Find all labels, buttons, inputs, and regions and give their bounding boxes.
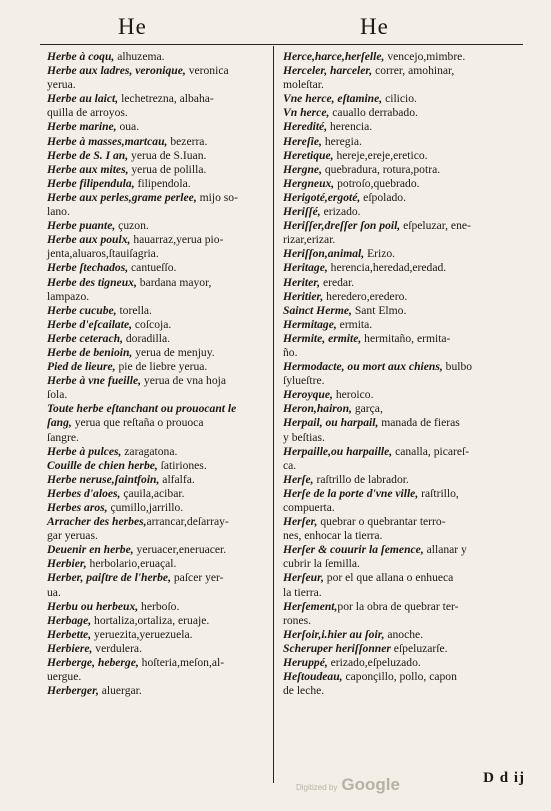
headword: Herceler, harceler, bbox=[283, 64, 373, 78]
headword: Herbette, bbox=[47, 627, 92, 641]
dictionary-line bbox=[283, 656, 533, 670]
definition: Erizo. bbox=[364, 247, 396, 261]
column-divider bbox=[273, 46, 274, 783]
headword: Herſeur, bbox=[283, 571, 324, 585]
dictionary-line bbox=[47, 233, 269, 247]
headword: Hermitage, bbox=[283, 317, 337, 331]
headword: Herbes aros, bbox=[47, 501, 108, 514]
headword: Herbe aux mites, bbox=[47, 162, 129, 176]
dictionary-line bbox=[47, 290, 269, 304]
dictionary-line bbox=[283, 543, 533, 557]
definition: bezerra. bbox=[167, 134, 208, 148]
definition: aluergar. bbox=[98, 684, 142, 698]
headword: Heriſſon,animal, bbox=[283, 247, 365, 261]
dictionary-line bbox=[283, 487, 533, 501]
headword: Vne herce, eſtamine, bbox=[283, 92, 383, 106]
headword: Couille de chien herbe, bbox=[47, 458, 158, 472]
definition: verdulera. bbox=[92, 641, 142, 655]
headword: Herber, paiſtre de l'herbe, bbox=[47, 571, 171, 585]
definition: canalla, picareſ- bbox=[392, 444, 470, 458]
definition: mijo so- bbox=[196, 190, 238, 204]
dictionary-line bbox=[47, 276, 269, 290]
headword: Herpail, ou harpail, bbox=[283, 416, 379, 430]
definition: heregia. bbox=[321, 134, 362, 148]
headword: Herberge, heberge, bbox=[47, 656, 139, 670]
right-column bbox=[283, 50, 533, 698]
dictionary-line bbox=[47, 402, 269, 416]
headword: Sainct Herme, bbox=[283, 303, 352, 317]
dictionary-line bbox=[283, 614, 533, 628]
definition: quebradura, rotura,potra. bbox=[321, 162, 441, 176]
definition: paſcer yer- bbox=[170, 571, 224, 585]
dictionary-line bbox=[283, 276, 533, 290]
definition: Sant Elmo. bbox=[351, 303, 407, 317]
definition: moleſtar. bbox=[283, 78, 324, 92]
definition: eſpolado. bbox=[360, 190, 406, 204]
dictionary-line bbox=[283, 445, 533, 459]
dictionary-line bbox=[283, 360, 533, 374]
headword: Heritier, bbox=[283, 289, 324, 303]
dictionary-line bbox=[47, 304, 269, 318]
dictionary-line bbox=[283, 50, 533, 64]
dictionary-line bbox=[283, 515, 533, 529]
dictionary-line bbox=[47, 684, 269, 698]
definition: arrancar,deſarray- bbox=[146, 515, 229, 529]
definition: uergue. bbox=[47, 670, 82, 684]
headword: Herbu ou herbeux, bbox=[47, 599, 139, 613]
definition: torella. bbox=[116, 303, 152, 317]
dictionary-line bbox=[47, 191, 269, 205]
definition: erizado. bbox=[320, 205, 361, 219]
dictionary-line bbox=[47, 50, 269, 64]
dictionary-line bbox=[283, 402, 533, 416]
definition: manada de fieras bbox=[378, 416, 460, 430]
running-head-left: He bbox=[118, 14, 147, 39]
definition: alhuzema. bbox=[114, 50, 165, 63]
headword: Herigoté,ergoté, bbox=[283, 190, 361, 204]
definition: vencejo,mimbre. bbox=[384, 50, 466, 63]
definition: heroico. bbox=[332, 388, 374, 402]
headword: Herbe marine, bbox=[47, 120, 117, 134]
dictionary-line bbox=[283, 431, 533, 445]
dictionary-line bbox=[283, 332, 533, 346]
definition: raſtrillo de labrador. bbox=[313, 472, 409, 486]
dictionary-line bbox=[47, 318, 269, 332]
headword: Herbe au laict, bbox=[47, 92, 119, 106]
definition: oua. bbox=[116, 120, 140, 134]
headword: Herſoir,i.hier au ſoir, bbox=[283, 627, 385, 641]
headword: Herbe ſtechados, bbox=[47, 261, 129, 275]
definition: anoche. bbox=[384, 627, 424, 641]
dictionary-line bbox=[47, 205, 269, 219]
dictionary-line bbox=[283, 318, 533, 332]
headword: Herbe ceterach, bbox=[47, 331, 123, 345]
definition: eredar. bbox=[320, 275, 355, 289]
headword: Toute herbe eſtanchant ou prouocant le bbox=[47, 402, 237, 416]
dictionary-line bbox=[47, 614, 269, 628]
headword: Hergne, bbox=[283, 162, 322, 176]
definition: allanar y bbox=[423, 543, 467, 557]
definition: gar yeruas. bbox=[47, 529, 98, 543]
definition: hermitaño, ermita- bbox=[361, 331, 451, 345]
definition: rones. bbox=[283, 613, 312, 627]
definition: ſola. bbox=[47, 388, 68, 402]
definition: garça, bbox=[351, 402, 383, 416]
definition: eſpeluzarſe. bbox=[390, 641, 448, 655]
headword: Herbe à pulces, bbox=[47, 444, 122, 458]
definition: yerua de menjuy. bbox=[132, 345, 215, 359]
definition: herboſo. bbox=[138, 599, 180, 613]
dictionary-line bbox=[47, 459, 269, 473]
dictionary-line bbox=[283, 670, 533, 684]
dictionary-line bbox=[283, 529, 533, 543]
headword: Herbe aux ladres, veronique, bbox=[47, 64, 186, 78]
dictionary-line bbox=[283, 64, 533, 78]
dictionary-line bbox=[47, 416, 269, 430]
headword: Herbe aux perles,grame perlee, bbox=[47, 190, 197, 204]
headword: Hergneux, bbox=[283, 176, 335, 190]
headword: ſang, bbox=[47, 416, 72, 430]
dictionary-line bbox=[283, 261, 533, 275]
definition: cauallo derrabado. bbox=[329, 106, 418, 120]
definition: potroſo,quebrado. bbox=[334, 176, 420, 190]
definition: hauarraz,yerua pio- bbox=[130, 233, 224, 247]
dictionary-line bbox=[283, 459, 533, 473]
dictionary-line bbox=[283, 642, 533, 656]
signature-mark: D d ij bbox=[483, 770, 525, 786]
definition: quebrar o quebrantar terro- bbox=[317, 515, 446, 529]
dictionary-line bbox=[47, 543, 269, 557]
dictionary-line bbox=[47, 388, 269, 402]
dictionary-line bbox=[283, 233, 533, 247]
dictionary-line bbox=[283, 388, 533, 402]
definition: quilla de arroyos. bbox=[47, 106, 128, 120]
definition: herbolario,eruaçal. bbox=[86, 557, 177, 571]
dictionary-line bbox=[47, 600, 269, 614]
headword: Herpaille,ou harpaille, bbox=[283, 444, 393, 458]
definition: ermita. bbox=[336, 317, 373, 331]
headword: Heriter, bbox=[283, 275, 321, 289]
dictionary-line bbox=[47, 374, 269, 388]
dictionary-line bbox=[47, 431, 269, 445]
definition: yerua de polilla. bbox=[128, 162, 207, 176]
dictionary-line bbox=[47, 670, 269, 684]
definition: ua. bbox=[47, 585, 61, 599]
definition: yerua. bbox=[47, 78, 76, 92]
dictionary-line bbox=[47, 135, 269, 149]
definition: alfalfa. bbox=[159, 472, 195, 486]
dictionary-line bbox=[283, 149, 533, 163]
digitized-watermark bbox=[296, 775, 400, 795]
headword: Herbe cucube, bbox=[47, 303, 117, 317]
dictionary-line bbox=[283, 628, 533, 642]
dictionary-line bbox=[47, 163, 269, 177]
headword: Herbage, bbox=[47, 613, 92, 627]
definition: ño. bbox=[283, 345, 298, 359]
definition: la tierra. bbox=[283, 585, 322, 599]
definition: doradilla. bbox=[122, 331, 170, 345]
definition: ſangre. bbox=[47, 430, 79, 444]
dictionary-line bbox=[47, 360, 269, 374]
dictionary-line bbox=[47, 487, 269, 501]
headword: Herſer & couurir la ſemence, bbox=[283, 543, 424, 557]
headword: Herbes d'aloes, bbox=[47, 486, 121, 500]
definition: yerua de vna hoja bbox=[141, 374, 226, 388]
headword: Herbe à coqu, bbox=[47, 50, 115, 63]
definition: pie de liebre yerua. bbox=[115, 360, 208, 374]
headword: Heruppé, bbox=[283, 656, 328, 670]
headword: Herbe à masses,martcau, bbox=[47, 134, 168, 148]
definition: rizar,erizar. bbox=[283, 233, 336, 247]
definition: ſylueſtre. bbox=[283, 374, 325, 388]
definition: compuerta. bbox=[283, 501, 335, 514]
headword: Herſe, bbox=[283, 472, 314, 486]
dictionary-line bbox=[283, 92, 533, 106]
definition: por la obra de quebrar ter- bbox=[337, 599, 459, 613]
dictionary-line bbox=[47, 515, 269, 529]
headword: Vn herce, bbox=[283, 106, 330, 120]
definition: coſcoja. bbox=[132, 317, 172, 331]
definition: por el que allana o enhueca bbox=[323, 571, 454, 585]
left-column bbox=[47, 50, 269, 698]
headword: Herſe de la porte d'vne ville, bbox=[283, 486, 419, 500]
definition: nes, enhocar la tierra. bbox=[283, 529, 383, 543]
dictionary-line bbox=[47, 219, 269, 233]
headword: Herbe d'eſcailate, bbox=[47, 317, 132, 331]
headword: Herbe à vne fueille, bbox=[47, 374, 142, 388]
definition: zaragatona. bbox=[121, 444, 178, 458]
headword: Herce,harce,herſelle, bbox=[283, 50, 385, 63]
definition: de leche. bbox=[283, 684, 325, 698]
headword: Arracher des herbes, bbox=[47, 515, 147, 529]
definition: yerua de S.Iuan. bbox=[128, 148, 207, 162]
dictionary-line bbox=[47, 261, 269, 275]
definition: çauila,acibar. bbox=[120, 486, 185, 500]
dictionary-line bbox=[47, 628, 269, 642]
dictionary-line bbox=[283, 684, 533, 698]
dictionary-line bbox=[47, 247, 269, 261]
watermark-logo-text: Google bbox=[341, 775, 400, 794]
headword: Herbe puante, bbox=[47, 219, 116, 233]
definition: lampazo. bbox=[47, 289, 90, 303]
definition: cubrir la ſemilla. bbox=[283, 557, 360, 571]
dictionary-line bbox=[283, 135, 533, 149]
dictionary-line bbox=[47, 557, 269, 571]
headword: Herbiere, bbox=[47, 641, 93, 655]
definition: çumillo,jarrillo. bbox=[107, 501, 184, 514]
header-rule bbox=[40, 44, 523, 45]
headword: Herſer, bbox=[283, 515, 318, 529]
headword: Heriſſer,dreſſer ſon poil, bbox=[283, 219, 401, 233]
headword: Heredité, bbox=[283, 120, 328, 134]
dictionary-line bbox=[283, 78, 533, 92]
headword: Herſement, bbox=[283, 599, 338, 613]
dictionary-line bbox=[47, 120, 269, 134]
dictionary-line bbox=[47, 642, 269, 656]
dictionary-line bbox=[283, 557, 533, 571]
headword: Herbe de S. I an, bbox=[47, 148, 129, 162]
definition: ca. bbox=[283, 458, 297, 472]
dictionary-line bbox=[47, 656, 269, 670]
definition: jenta,aluaros,ſtauiſagria. bbox=[47, 247, 159, 261]
dictionary-line bbox=[283, 600, 533, 614]
definition: yeruacer,eneruacer. bbox=[133, 543, 227, 557]
dictionary-line bbox=[283, 120, 533, 134]
dictionary-line bbox=[47, 149, 269, 163]
headword: Herbe aux poulx, bbox=[47, 233, 131, 247]
definition: veronica bbox=[185, 64, 229, 78]
dictionary-line bbox=[47, 346, 269, 360]
dictionary-line bbox=[47, 177, 269, 191]
definition: correr, amohinar, bbox=[372, 64, 455, 78]
definition: yerua que reſtaña o prouoca bbox=[71, 416, 204, 430]
definition: bulbo bbox=[442, 360, 473, 374]
dictionary-line bbox=[283, 247, 533, 261]
dictionary-line bbox=[283, 177, 533, 191]
dictionary-line bbox=[283, 416, 533, 430]
definition: erizado,eſpeluzado. bbox=[327, 656, 421, 670]
dictionary-line bbox=[47, 92, 269, 106]
headword: Heretique, bbox=[283, 148, 334, 162]
definition: y beſtias. bbox=[283, 430, 325, 444]
headword: Herbe des tigneux, bbox=[47, 275, 137, 289]
headword: Herberger, bbox=[47, 684, 99, 698]
headword: Hermite, ermite, bbox=[283, 331, 362, 345]
dictionary-line bbox=[47, 445, 269, 459]
definition: herencia. bbox=[327, 120, 373, 134]
dictionary-line bbox=[283, 163, 533, 177]
dictionary-line bbox=[283, 473, 533, 487]
definition: cilicio. bbox=[382, 92, 417, 106]
dictionary-line bbox=[283, 205, 533, 219]
headword: Pied de lieure, bbox=[47, 360, 116, 374]
dictionary-line bbox=[283, 374, 533, 388]
headword: Herbe neruse,ſaintfoin, bbox=[47, 472, 160, 486]
definition: hoſteria,meſon,al- bbox=[138, 656, 225, 670]
dictionary-line bbox=[283, 586, 533, 600]
headword: Heſtoudeau, bbox=[283, 670, 343, 684]
dictionary-line bbox=[47, 78, 269, 92]
definition: lano. bbox=[47, 205, 70, 219]
headword: Deuenir en herbe, bbox=[47, 543, 134, 557]
headword: Heriſſé, bbox=[283, 205, 321, 219]
definition: heredero,eredero. bbox=[323, 289, 408, 303]
running-head-right: He bbox=[360, 14, 389, 39]
definition: ſatiriones. bbox=[157, 458, 207, 472]
definition: hereje,ereje,eretico. bbox=[333, 148, 428, 162]
dictionary-line bbox=[283, 106, 533, 120]
dictionary-line bbox=[283, 571, 533, 585]
dictionary-line bbox=[283, 346, 533, 360]
headword: Heroyque, bbox=[283, 388, 333, 402]
definition: filipendola. bbox=[134, 176, 191, 190]
definition: lechetrezna, albaha- bbox=[118, 92, 214, 106]
dictionary-line bbox=[47, 571, 269, 585]
definition: bardana mayor, bbox=[136, 275, 212, 289]
headword: Heron,hairon, bbox=[283, 402, 352, 416]
headword: Herbe de benioin, bbox=[47, 345, 133, 359]
definition: eſpeluzar, ene- bbox=[400, 219, 471, 233]
headword: Hermodacte, ou mort aux chiens, bbox=[283, 360, 443, 374]
dictionary-line bbox=[47, 106, 269, 120]
dictionary-line bbox=[47, 473, 269, 487]
definition: yeruezita,yeruezuela. bbox=[91, 627, 193, 641]
definition: hortaliza,ortaliza, eruaje. bbox=[91, 613, 210, 627]
dictionary-line bbox=[283, 501, 533, 515]
headword: Heritage, bbox=[283, 261, 328, 275]
dictionary-line bbox=[47, 332, 269, 346]
dictionary-line bbox=[283, 290, 533, 304]
watermark-small-text: Digitized by bbox=[296, 783, 338, 792]
headword: Herbe filipendula, bbox=[47, 176, 135, 190]
dictionary-line bbox=[283, 219, 533, 233]
definition: herencia,heredad,eredad. bbox=[327, 261, 447, 275]
definition: cantueſſo. bbox=[128, 261, 177, 275]
dictionary-line bbox=[47, 529, 269, 543]
dictionary-line bbox=[47, 501, 269, 515]
definition: çuzon. bbox=[115, 219, 149, 233]
headword: Scheruper heriſſonner bbox=[283, 641, 391, 655]
dictionary-line bbox=[47, 586, 269, 600]
headword: Hereſie, bbox=[283, 134, 322, 148]
definition: raſtrillo, bbox=[418, 486, 459, 500]
dictionary-line bbox=[283, 304, 533, 318]
dictionary-line bbox=[47, 64, 269, 78]
definition: caponçillo, pollo, capon bbox=[342, 670, 457, 684]
headword: Herbier, bbox=[47, 557, 87, 571]
dictionary-line bbox=[283, 191, 533, 205]
